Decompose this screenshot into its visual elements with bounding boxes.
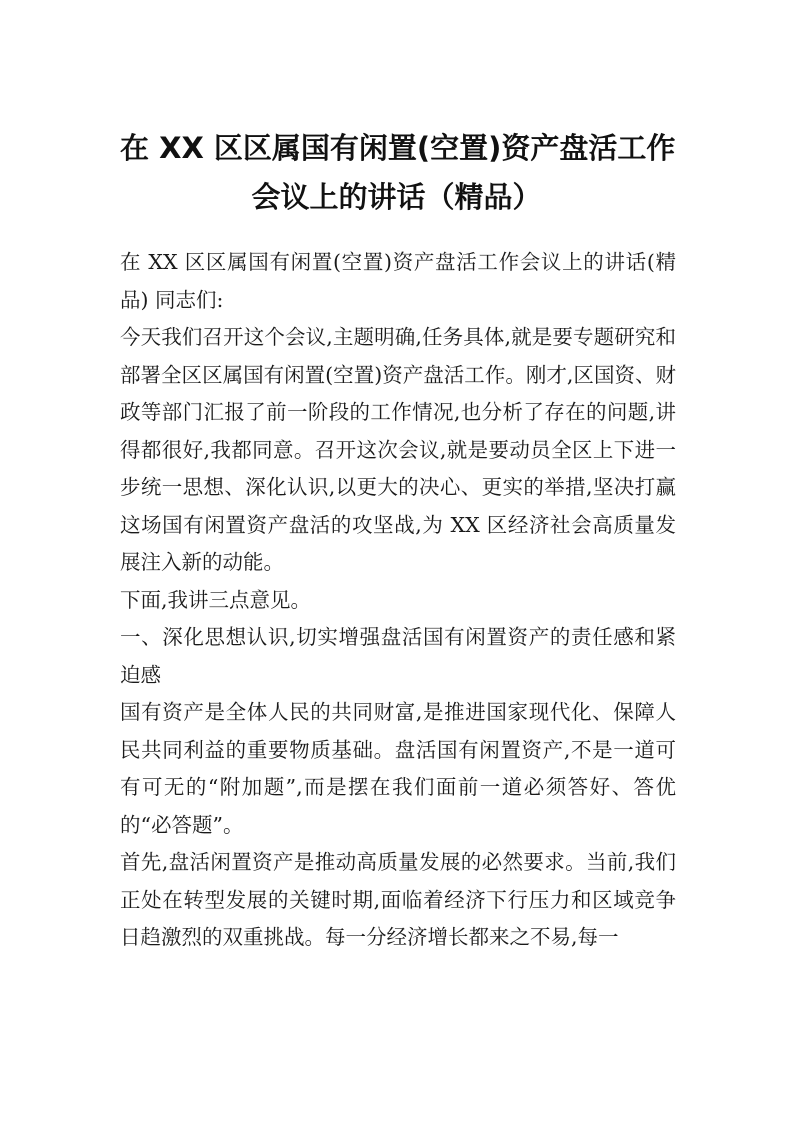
section-heading-1: 一、深化思想认识,切实增强盘活国有闲置资产的责任感和紧迫感 (120, 625, 676, 687)
paragraph-section-1-first-point: 首先,盘活闲置资产是推动高质量发展的必然要求。当前,我们正处在转型发展的关键时期,面临着经济下行压力和区域竞争日趋激烈的双重挑战。每一分经济增长都来之不易,每一 (120, 850, 676, 949)
document-title-line-2: 会议上的讲话（精品） (251, 180, 542, 214)
paragraph-opening: 今天我们召开这个会议,主题明确,任务具体,就是要专题研究和部署全区区属国有闲置(空置)资产盘活工作。刚才,区国资、财政等部门汇报了前一阶段的工作情况,也分析了存在的问题,讲得都很好,我都同意。召开这次会议,就是要动员全区上下进一步统一思想、深化认识,以更大的决心、更实的举措,坚决打赢这场国有闲置资产盘活的攻坚战,为 XX 区经济社会高质量发展注入新的动能。 (120, 325, 676, 574)
document-body (120, 244, 676, 957)
paragraph-section-1-intro: 国有资产是全体人民的共同财富,是推进国家现代化、保障人民共同利益的重要物质基础。盘活国有闲置资产,不是一道可有可无的“附加题”,而是摆在我们面前一道必须答好、答优的“必答题”。 (120, 700, 676, 837)
paragraph-outline: 下面,我讲三点意见。 (120, 587, 312, 612)
paragraph-heading-greeting: 在 XX 区区属国有闲置(空置)资产盘活工作会议上的讲话(精品) 同志们: (120, 250, 676, 312)
document-title-line-1: 在 XX 区区属国有闲置(空置)资产盘活工作 (120, 131, 676, 165)
